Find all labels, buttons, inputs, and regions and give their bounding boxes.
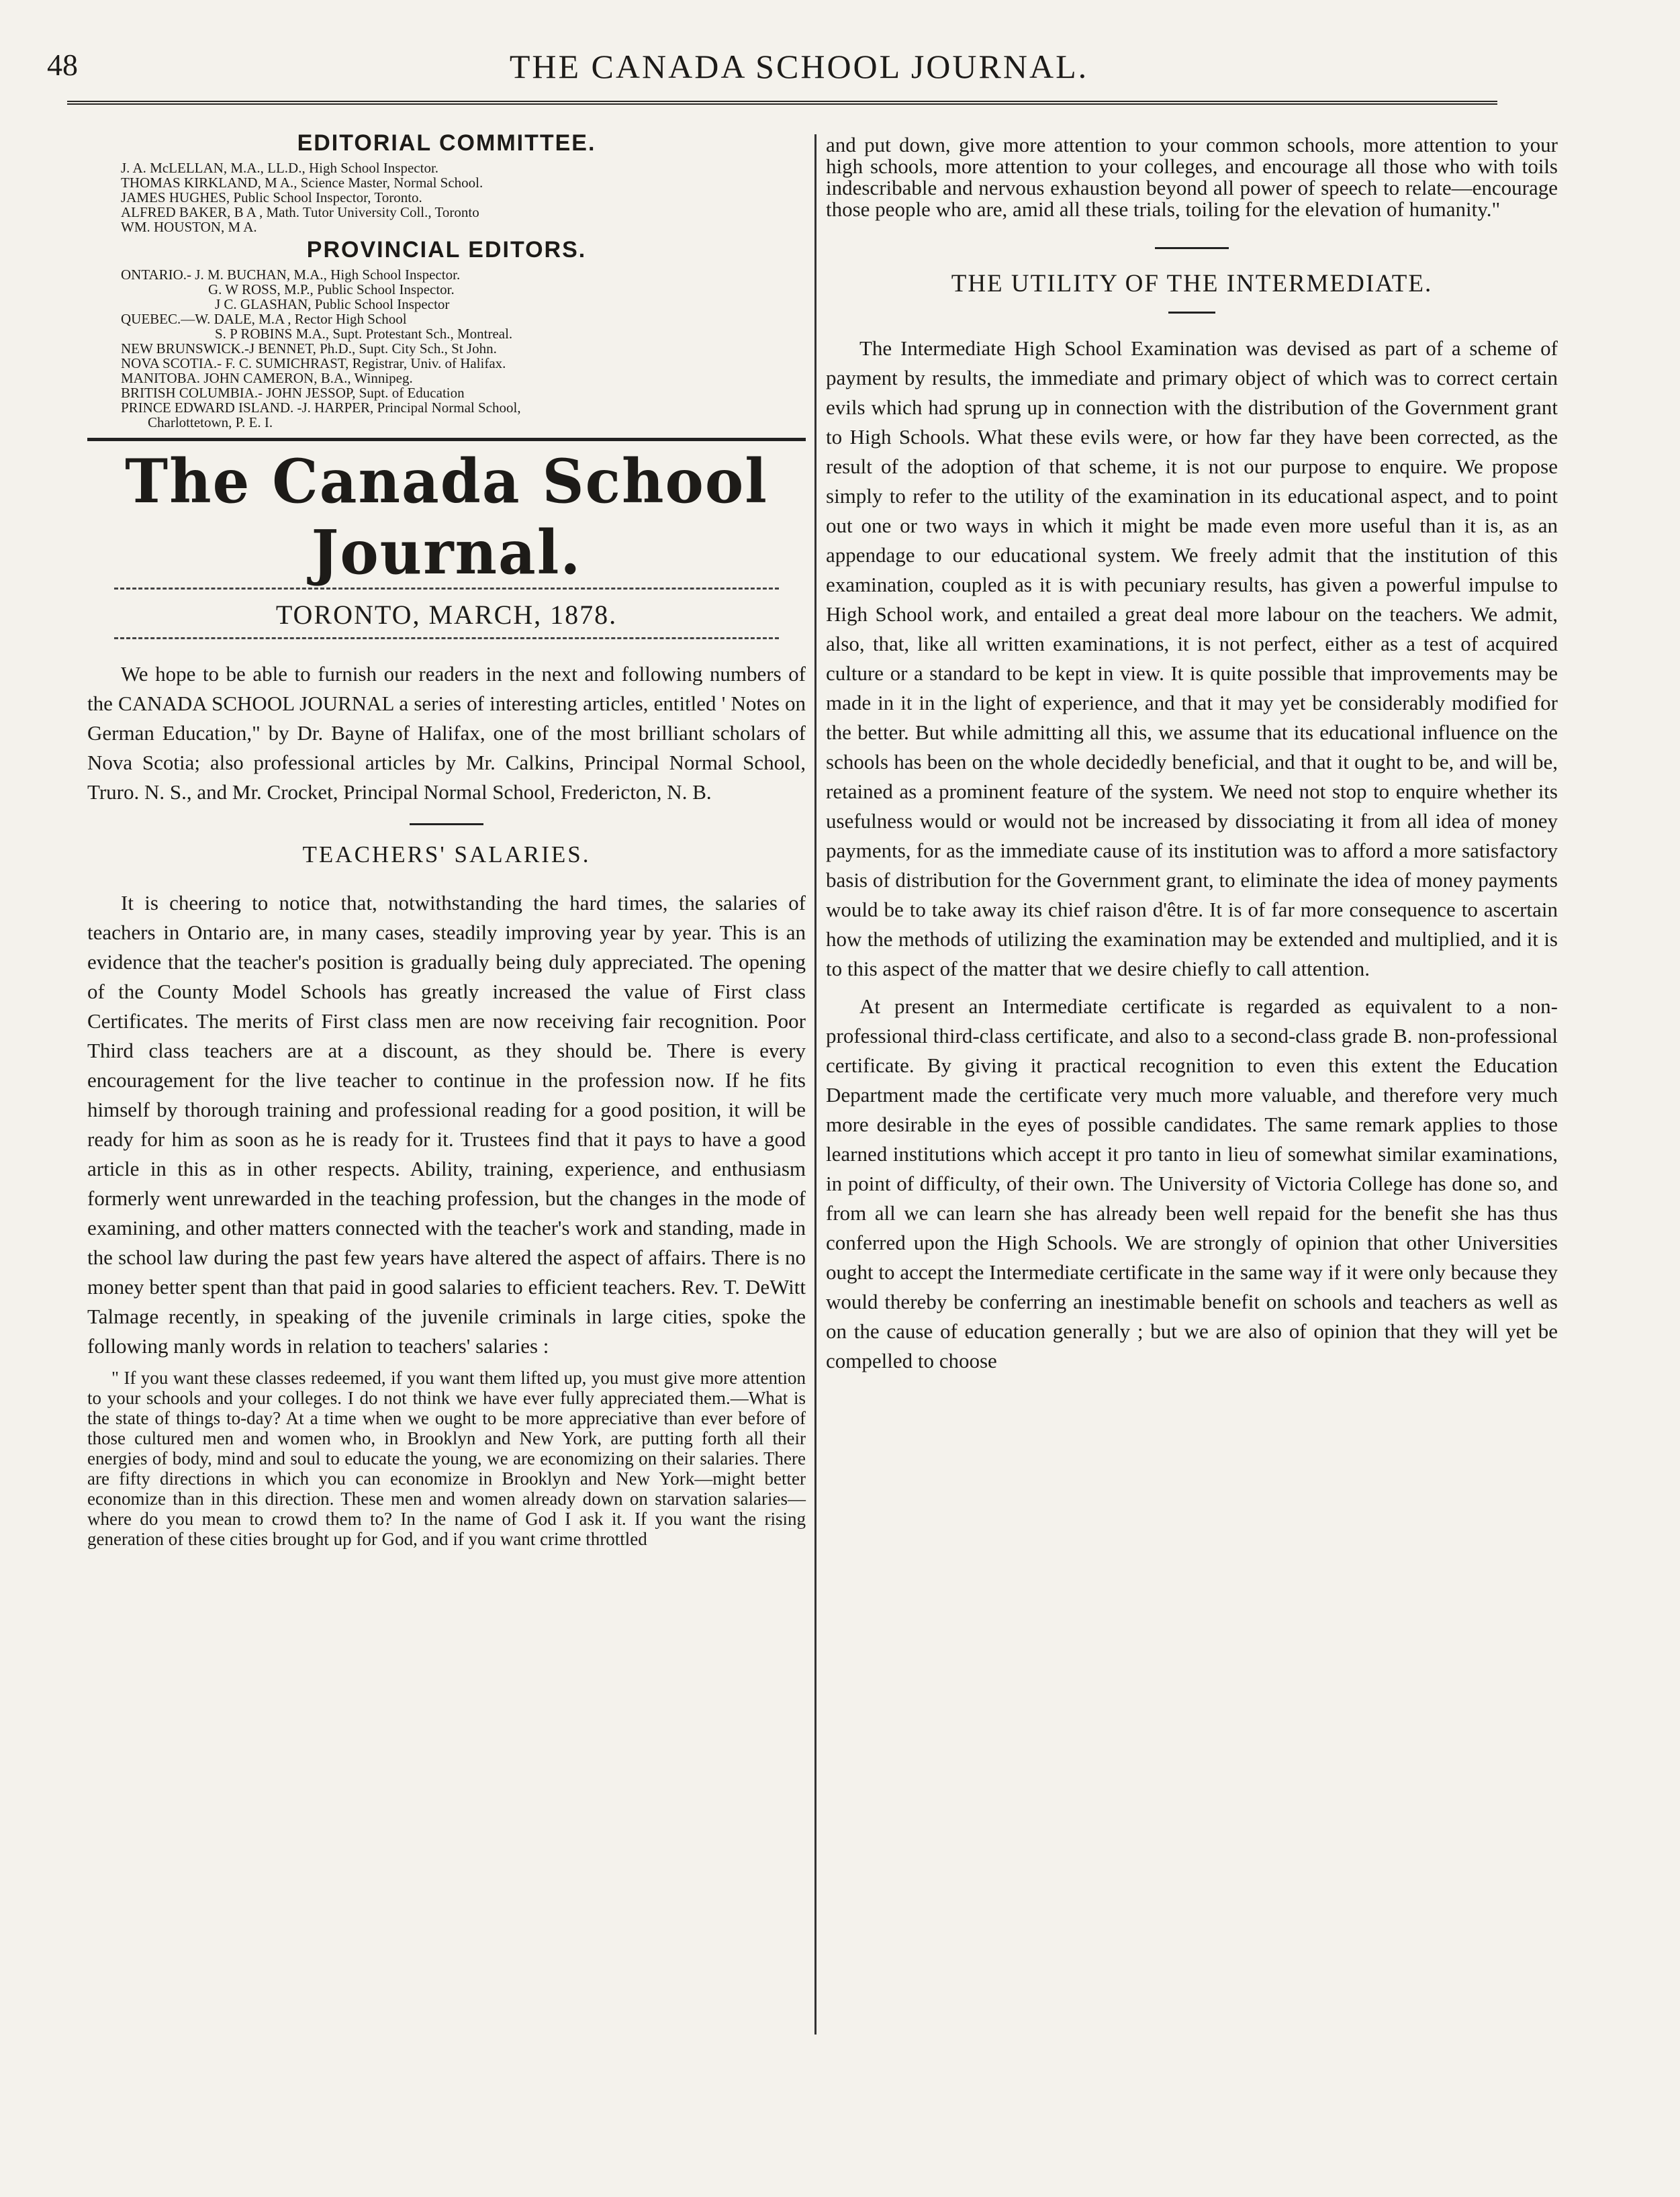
left-column <box>87 128 806 1549</box>
utility-paragraph-1: The Intermediate High School Examination was devised as part of a scheme of payment by results, the immediate and primary object of which was to correct certain evils which had sprung up in connection with the distribution of the Government grant to High Schools. What these evils were, or how far they have been corrected, as the result of the adoption of that scheme, it is not our purpose to enquire. We propose simply to refer to the utility of the examination in its educational aspect, and to point out one or two ways in which it might be made even more useful than it is, as an appendage to our educational system. We freely admit that the institution of this examination, coupled as it is with pecuniary results, has given a powerful impulse to High School work, and entailed a great deal more labour on the teachers. We admit, also, that, like all written examinations, it is not perfect, either as a test of acquired culture or a standard to be kept in view. It is quite possible that improvements may be made in it in the light of experience, and that it may yet be considerably modified for the better. But while admitting all this, we assume that its educational influence on the schools has been on the whole decidedly beneficial, and that it ought to be, and will be, retained as a prominent feature of the system. We need not stop to enquire whether its usefulness would or would not be increased by dissociating it from all idea of money payments, for as the immediate cause of its institution was to afford a more satisfactory basis of distribution for the Government grant, to eliminate the idea of money payments would be to take away its chief raison d'être. It is of far more consequence to ascertain how the methods of utilizing the examination may be extended and multiplied, and it is to this aspect of the matter that we desire chiefly to call attention. <box>826 336 1558 980</box>
header-rule <box>67 101 1497 105</box>
salaries-heading: TEACHERS' SALARIES. <box>302 841 591 868</box>
committee-member: WM. HOUSTON, M A. <box>121 219 257 235</box>
editorial-heading: EDITORIAL COMMITTEE. <box>297 130 596 156</box>
provincial-editors-list <box>121 267 806 430</box>
provincial-entry: G. W ROSS, M.P., Public School Inspector. <box>208 281 455 297</box>
provincial-entry: ONTARIO.- J. M. BUCHAN, M.A., High School Inspector. <box>121 267 461 283</box>
provincial-entry: NOVA SCOTIA.- F. C. SUMICHRAST, Registrar, Univ. of Halifax. <box>121 355 506 371</box>
masthead-top-rule <box>87 438 806 441</box>
provincial-entry: MANITOBA. JOHN CAMERON, B.A., Winnipeg. <box>121 370 413 386</box>
committee-member: J. A. McLELLAN, M.A., LL.D., High School Inspector. <box>121 160 439 176</box>
committee-member: ALFRED BAKER, B A , Math. Tutor University Coll., Toronto <box>121 204 479 220</box>
editorial-committee-list <box>121 160 806 234</box>
quote-continuation: and put down, give more attention to your common schools, more attention to your high schools, more attention to your colleges, and encourage all those who with toils indescribable and nervous exhaustion beyond all power of speech to relate—encourage those people who are, amid all these trials, toiling for the elevation of humanity." <box>826 133 1558 221</box>
column-divider <box>814 134 816 2035</box>
section-divider <box>410 823 483 825</box>
committee-member: THOMAS KIRKLAND, M A., Science Master, Normal School. <box>121 175 483 191</box>
provincial-entry: S. P ROBINS M.A., Supt. Protestant Sch., Montreal. <box>215 326 513 342</box>
provincial-heading: PROVINCIAL EDITORS. <box>306 237 587 263</box>
talmage-quote: " If you want these classes redeemed, if you want them lifted up, you must give more attention to your schools and your colleges. I do not think we have ever fully appreciated them.—What is the state of things to-day? At a time when we ought to be more appreciative than ever before of those cultured men and women who, in Brooklyn and New York, are putting forth all their energies of body, mind and soul to educate the young, we are economizing on their salaries. There are fifty directions in which you can economize in Brooklyn and New York—might better economize than in this direction. These men and women already down on starvation salaries—where do you mean to crowd them to? In the name of God I ask it. If you want the rising generation of these cities brought up for God, and if you want crime throttled <box>87 1368 806 1549</box>
running-title: THE CANADA SCHOOL JOURNAL. <box>509 48 1089 85</box>
page-header <box>40 47 1558 94</box>
page-number: 48 <box>47 48 78 82</box>
dateline-rule <box>114 637 779 639</box>
utility-paragraph-2: At present an Intermediate certificate is regarded as equivalent to a non-professional third-class certificate, and also to a second-class grade B. non-professional certificate. By giving it practical recognition to even this extent the Education Department made the certificate very much more valuable, and therefore very much more desirable in the eyes of possible candidates. The same remark applies to those learned institutions which accept it pro tanto in lieu of somewhat similar examinations, in point of difficulty, of their own. The University of Victoria College has done so, and from all we can learn she has already been well repaid for the benefit she has thus conferred upon the High Schools. We are strongly of opinion that other Universities ought to accept the Intermediate certificate in the same way if it were only because they would thereby be conferring an inestimable benefit on schools and teachers as well as on the cause of education generally ; but we are also of opinion that they will yet be compelled to choose <box>826 994 1558 1372</box>
provincial-entry: Charlottetown, P. E. I. <box>148 414 273 430</box>
provincial-entry: J C. GLASHAN, Public School Inspector <box>215 296 450 312</box>
provincial-entry: PRINCE EDWARD ISLAND. -J. HARPER, Principal Normal School, <box>121 400 521 416</box>
provincial-entry: QUEBEC.—W. DALE, M.A , Rector High School <box>121 311 407 327</box>
masthead-title: The Canada School Journal. <box>125 445 768 589</box>
provincial-entry: BRITISH COLUMBIA.- JOHN JESSOP, Supt. of Education <box>121 385 465 401</box>
section-divider <box>1155 247 1229 249</box>
intro-paragraph: We hope to be able to furnish our readers in the next and following numbers of the CANADA SCHOOL JOURNAL a series of interesting articles, entitled ' Notes on German Education," by Dr. Bayne of Halifax, one of the most brilliant scholars of Nova Scotia; also professional articles by Mr. Calkins, Principal Normal School, Truro. N. S., and Mr. Crocket, Principal Normal School, Fredericton, N. B. <box>87 662 806 804</box>
heading-underline <box>1168 312 1215 314</box>
salaries-body: It is cheering to notice that, notwithstanding the hard times, the salaries of teachers in Ontario are, in many cases, steadily improving year by year. This is an evidence that the teacher's position is gradually being duly appreciated. The opening of the County Model Schools has greatly increased the value of First class Certificates. The merits of First class men are now receiving fair recognition. Poor Third class teachers are at a discount, as they should be. There is every encouragement for the live teacher to continue in the profession now. If he fits himself by thorough training and professional reading for a good position, it will be ready for him as soon as he is ready for it. Trustees find that it pays to have a good article in this as in other respects. Ability, training, experience, and enthusiasm formerly went unrewarded in the teaching profession, but the changes in the mode of examining, and other matters connected with the teacher's work and standing, made in the school law during the past few years have altered the aspect of affairs. There is no money better spent than that paid in good salaries to efficient teachers. Rev. T. DeWitt Talmage recently, in speaking of the juvenile criminals in large cities, spoke the following manly words in relation to teachers' salaries : <box>87 891 806 1358</box>
right-column <box>826 134 1558 1376</box>
committee-member: JAMES HUGHES, Public School Inspector, Toronto. <box>121 189 422 205</box>
utility-heading: THE UTILITY OF THE INTERMEDIATE. <box>951 270 1433 297</box>
dateline: TORONTO, MARCH, 1878. <box>275 600 618 630</box>
provincial-entry: NEW BRUNSWICK.-J BENNET, Ph.D., Supt. City Sch., St John. <box>121 340 497 357</box>
